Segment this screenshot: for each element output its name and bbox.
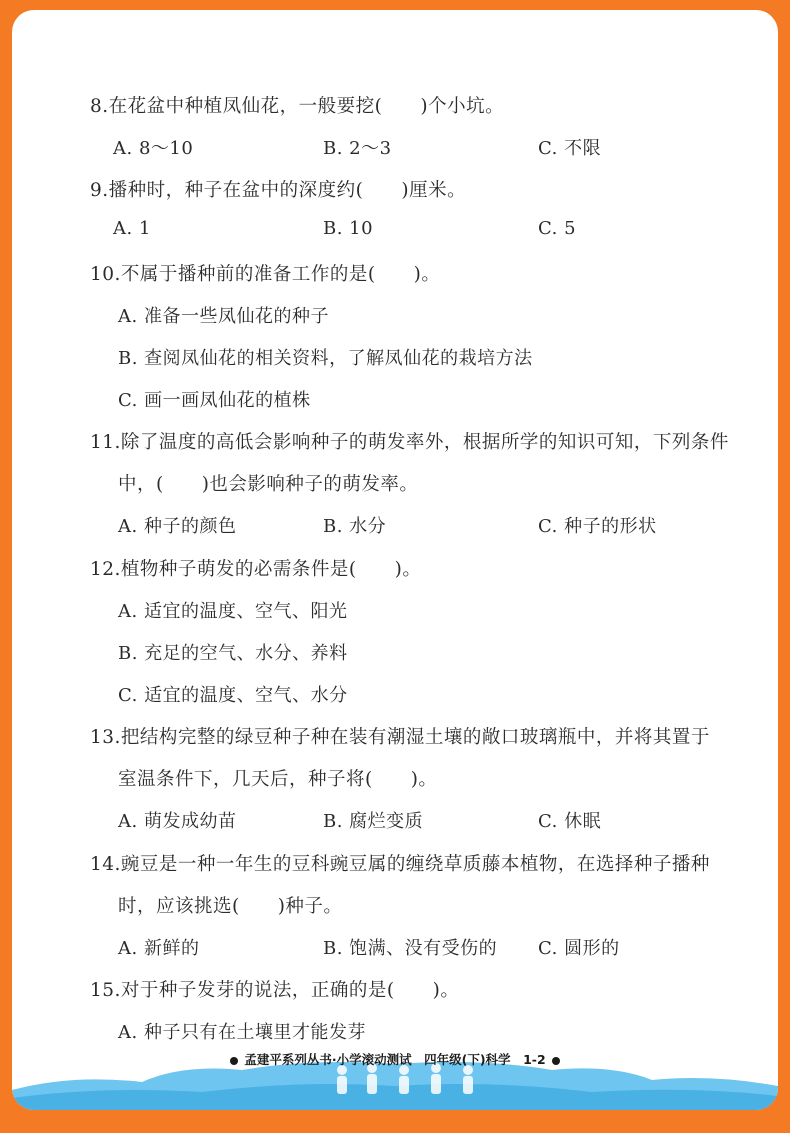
footer-series: 孟建平系列丛书·小学滚动测试 [244,1052,412,1067]
question-9-option-a: A. 1 [113,218,151,239]
footer-grade: 四年级(下)科学 [424,1052,511,1067]
question-10-stem: 10.不属于播种前的准备工作的是( )。 [90,264,441,285]
question-10-option-c: C. 画一画凤仙花的植株 [118,390,311,411]
question-15-option-a: A. 种子只有在土壤里才能发芽 [118,1022,366,1043]
question-13-stem-continued: 室温条件下，几天后，种子将( )。 [118,769,438,790]
question-8-option-b: B. 2～3 [323,138,392,159]
question-11-option-b: B. 水分 [323,516,387,537]
worksheet-page [12,10,778,1110]
question-13-option-a: A. 萌发成幼苗 [118,811,237,832]
question-14-option-c: C. 圆形的 [538,938,620,959]
footer-decoration [12,1030,778,1110]
question-13-option-b: B. 腐烂变质 [323,811,424,832]
question-11-stem: 11.除了温度的高低会影响种子的萌发率外，根据所学的知识可知，下列条件 [90,432,729,453]
question-14-stem-continued: 时，应该挑选( )种子。 [118,896,343,917]
question-13-stem: 13.把结构完整的绿豆种子种在装有潮湿土壤的敞口玻璃瓶中，并将其置于 [90,727,710,748]
question-12-stem: 12.植物种子萌发的必需条件是( )。 [90,559,422,580]
question-11-stem-continued: 中，( )也会影响种子的萌发率。 [118,474,419,495]
footer-caption [12,1050,778,1068]
question-15-stem: 15.对于种子发芽的说法，正确的是( )。 [90,980,460,1001]
question-12-option-c: C. 适宜的温度、空气、水分 [118,685,348,706]
question-14-option-b: B. 饱满、没有受伤的 [323,938,498,959]
question-10-option-b: B. 查阅凤仙花的相关资料，了解凤仙花的栽培方法 [118,348,533,369]
question-11-option-c: C. 种子的形状 [538,516,657,537]
question-10-option-a: A. 准备一些凤仙花的种子 [118,306,329,327]
question-14-option-a: A. 新鲜的 [118,938,200,959]
footer-page-number: 1-2 [523,1052,546,1067]
question-9-option-b: B. 10 [323,218,374,239]
bullet-icon [552,1057,560,1065]
question-9-stem: 9.播种时，种子在盆中的深度约( )厘米。 [90,180,467,201]
question-8-stem: 8.在花盆中种植凤仙花，一般要挖( )个小坑。 [90,96,505,117]
question-13-option-c: C. 休眠 [538,811,602,832]
bullet-icon [230,1057,238,1065]
question-9-option-c: C. 5 [538,218,577,239]
question-8-option-a: A. 8～10 [113,138,194,159]
question-11-option-a: A. 种子的颜色 [118,516,237,537]
question-12-option-a: A. 适宜的温度、空气、阳光 [118,601,348,622]
question-12-option-b: B. 充足的空气、水分、养料 [118,643,348,664]
question-14-stem: 14.豌豆是一种一年生的豆科豌豆属的缠绕草质藤本植物，在选择种子播种 [90,854,710,875]
question-8-option-c: C. 不限 [538,138,602,159]
